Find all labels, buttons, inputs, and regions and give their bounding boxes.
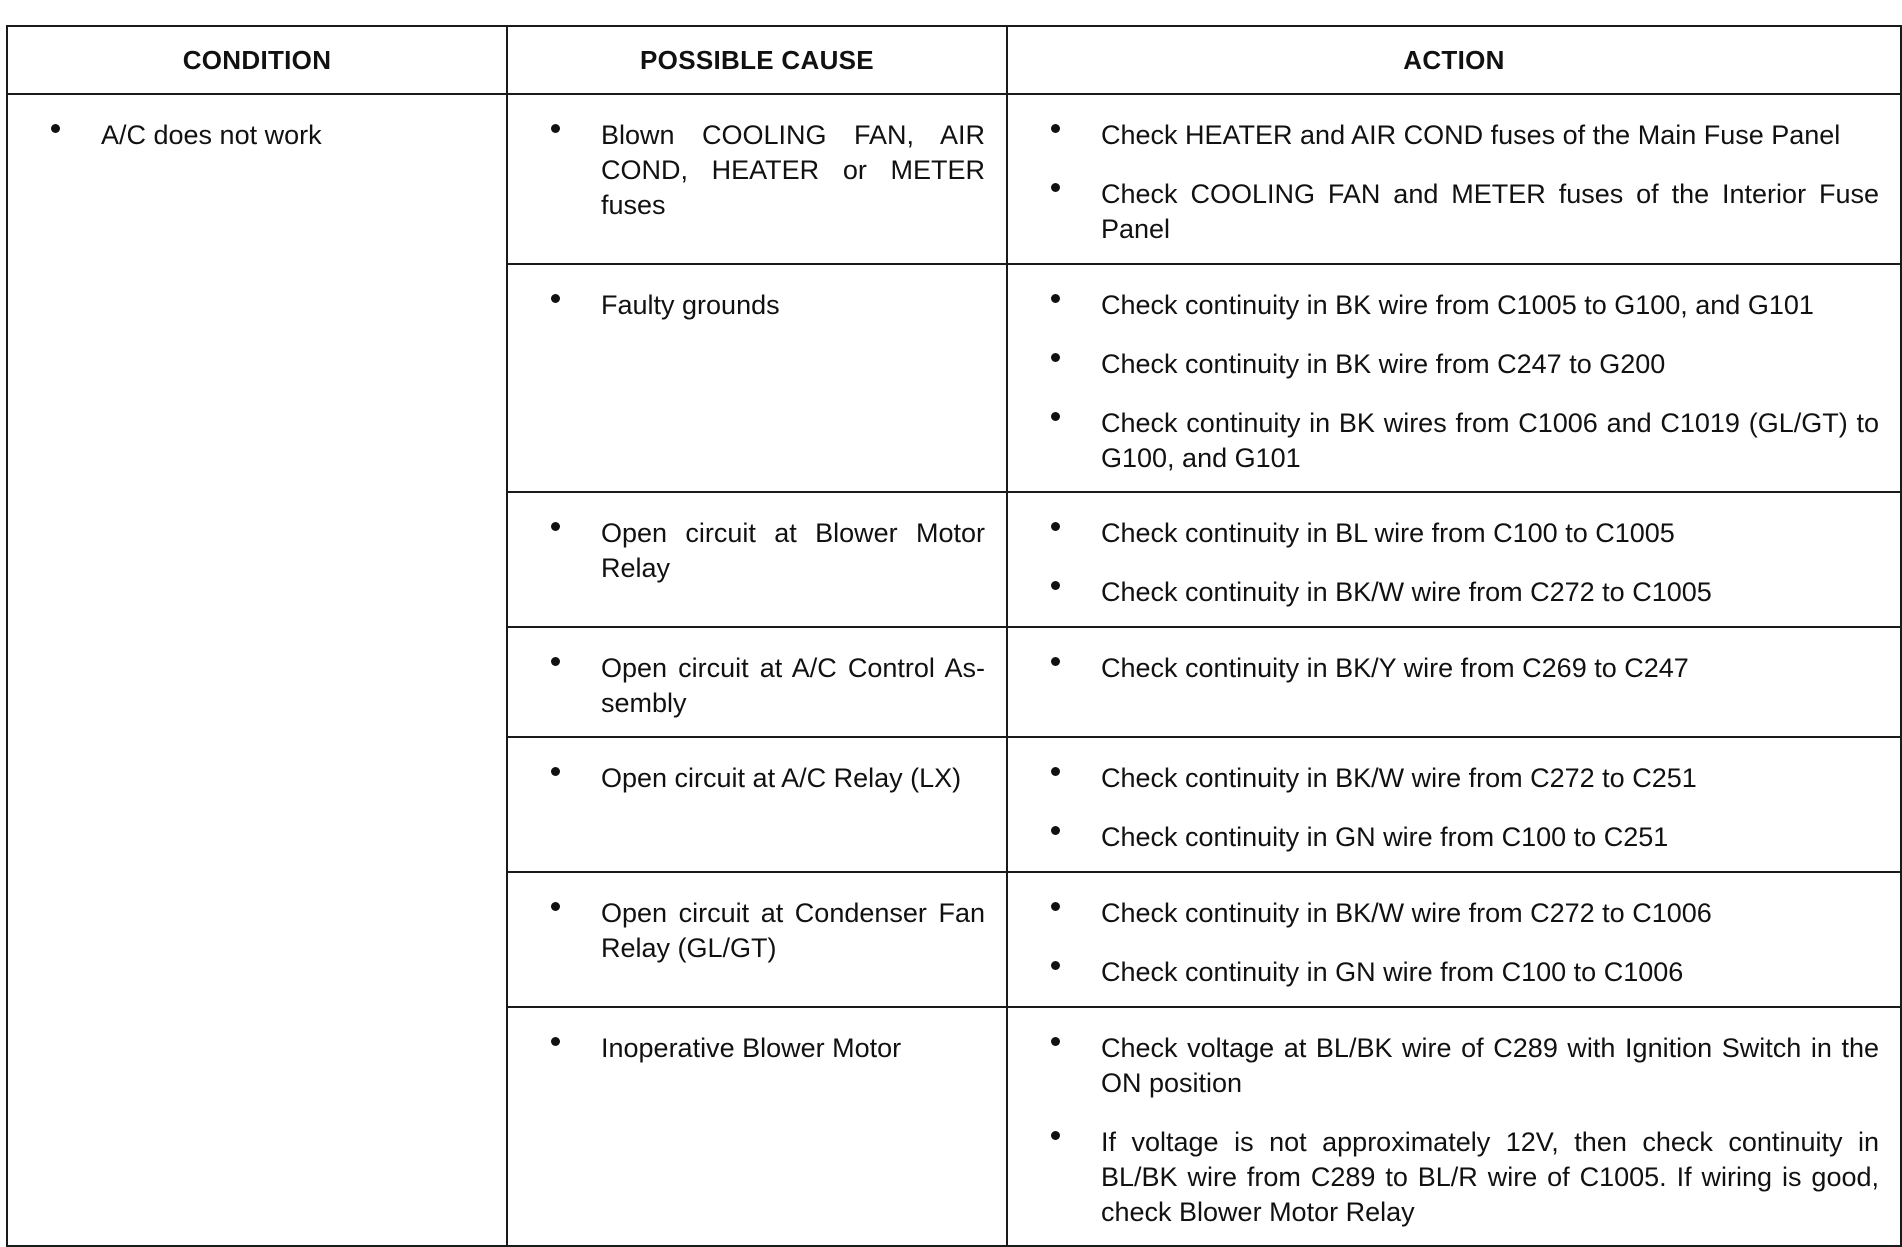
action-cell <box>1007 627 1901 737</box>
action-item <box>1039 955 1879 990</box>
header-possible-cause: POSSIBLE CAUSE <box>507 26 1007 94</box>
cause-cell <box>507 94 1007 264</box>
action-text: Check continuity in BK wires from C1006 and C1019 (GL/GT) to G100, and G101 <box>1101 408 1879 473</box>
cause-item <box>539 288 985 323</box>
cause-text: Open circuit at A/C Control Assembly <box>601 653 985 718</box>
action-item <box>1039 406 1879 476</box>
action-text: If voltage is not approximately 12V, then check continuity in BL/BK wire from C289 to BL/R wire of C1005. If wiring is good, check Blower Motor Relay <box>1101 1127 1879 1227</box>
action-text: Check COOLING FAN and METER fuses of the Interior Fuse Panel <box>1101 179 1879 244</box>
action-text: Check continuity in BK wire from C247 to G200 <box>1101 349 1666 379</box>
cause-cell <box>507 627 1007 737</box>
condition-cell <box>7 94 507 1246</box>
cause-item <box>539 761 985 796</box>
action-item <box>1039 118 1879 153</box>
action-cell <box>1007 737 1901 872</box>
action-text: Check continuity in BK/W wire from C272 to C1006 <box>1101 898 1712 928</box>
action-item <box>1039 1031 1879 1101</box>
action-cell <box>1007 1007 1901 1246</box>
cause-cell <box>507 872 1007 1007</box>
action-text: Check voltage at BL/BK wire of C289 with Ignition Switch in the ON position <box>1101 1033 1879 1098</box>
cause-item <box>539 118 985 223</box>
cause-text: Open circuit at Blower Motor Relay <box>601 518 985 583</box>
cause-item <box>539 1031 985 1066</box>
condition-item <box>39 118 485 153</box>
action-cell <box>1007 94 1901 264</box>
cause-item <box>539 651 985 721</box>
condition-text: A/C does not work <box>101 120 322 150</box>
header-condition: CONDITION <box>7 26 507 94</box>
action-cell <box>1007 264 1901 492</box>
action-item <box>1039 896 1879 931</box>
action-text: Check HEATER and AIR COND fuses of the Main Fuse Panel <box>1101 120 1841 150</box>
action-text: Check continuity in BL wire from C100 to C1005 <box>1101 518 1675 548</box>
cause-cell <box>507 492 1007 627</box>
action-item <box>1039 516 1879 551</box>
action-item <box>1039 347 1879 382</box>
cause-text: Inoperative Blower Motor <box>601 1033 902 1063</box>
action-item <box>1039 288 1879 323</box>
action-item <box>1039 651 1879 686</box>
header-action: ACTION <box>1007 26 1901 94</box>
action-text: Check continuity in GN wire from C100 to C1006 <box>1101 957 1684 987</box>
action-item <box>1039 177 1879 247</box>
cause-item <box>539 516 985 586</box>
action-text: Check continuity in BK/Y wire from C269 to C247 <box>1101 653 1689 683</box>
action-text: Check continuity in GN wire from C100 to C251 <box>1101 822 1669 852</box>
action-text: Check continuity in BK wire from C1005 to G100, and G101 <box>1101 290 1814 320</box>
table-row <box>7 94 1901 264</box>
cause-cell <box>507 1007 1007 1246</box>
diagnosis-table <box>6 25 1902 1247</box>
cause-text: Open circuit at Condenser Fan Relay (GL/GT) <box>601 898 985 963</box>
cause-cell <box>507 264 1007 492</box>
cause-item <box>539 896 985 966</box>
action-item <box>1039 820 1879 855</box>
cause-text: Open circuit at A/C Relay (LX) <box>601 763 962 793</box>
action-cell <box>1007 872 1901 1007</box>
header-row <box>7 26 1901 94</box>
action-item <box>1039 1125 1879 1230</box>
action-text: Check continuity in BK/W wire from C272 to C251 <box>1101 763 1697 793</box>
cause-cell <box>507 737 1007 872</box>
action-item <box>1039 575 1879 610</box>
action-item <box>1039 761 1879 796</box>
cause-text: Faulty grounds <box>601 290 780 320</box>
cause-text: Blown COOLING FAN, AIR COND, HEATER or METER fuses <box>601 120 985 220</box>
action-cell <box>1007 492 1901 627</box>
action-text: Check continuity in BK/W wire from C272 to C1005 <box>1101 577 1712 607</box>
